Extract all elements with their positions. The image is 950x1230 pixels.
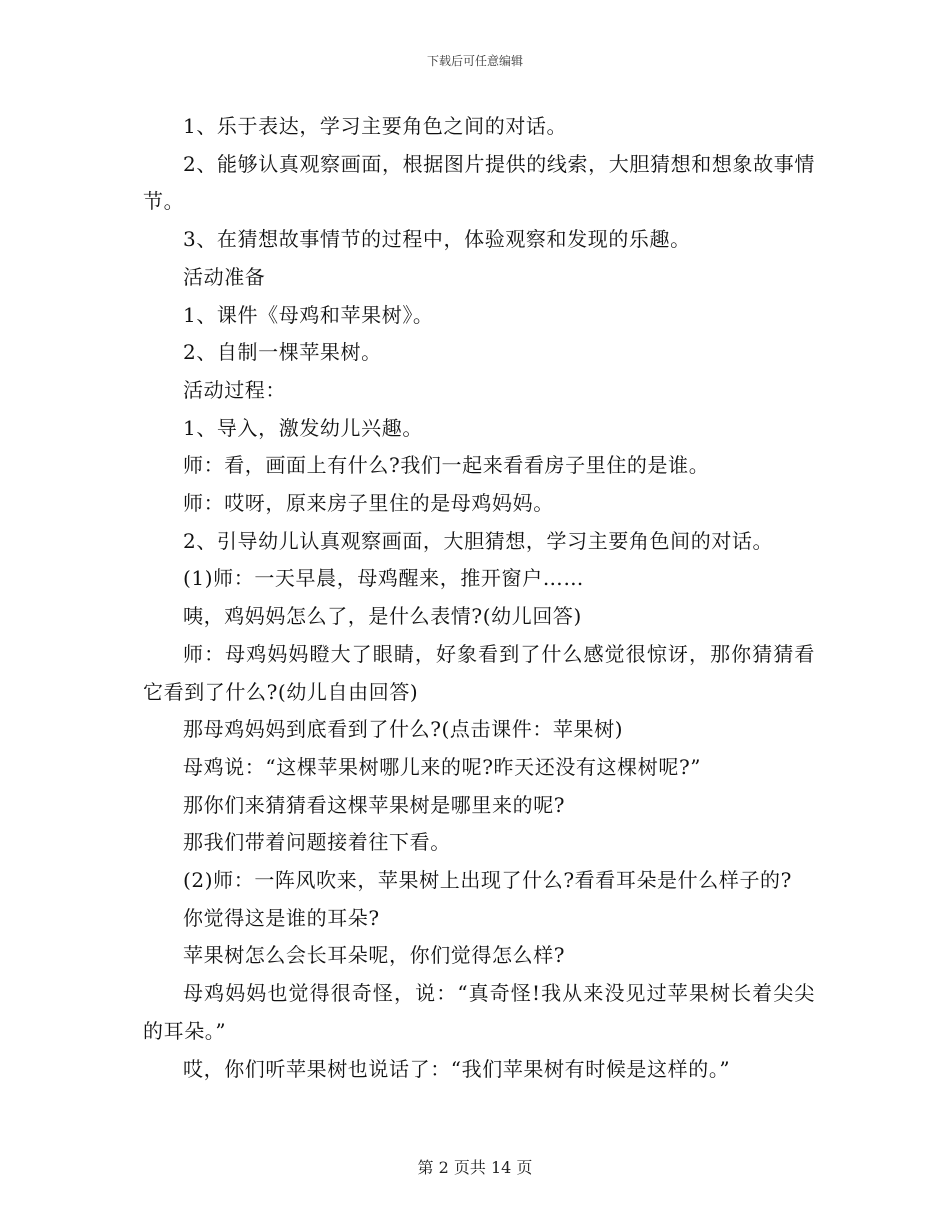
paragraph-dialogue: 哎，你们听苹果树也说话了：“我们苹果树有时候是这样的。” xyxy=(183,1056,731,1081)
paragraph-dialogue: 那母鸡妈妈到底看到了什么?(点击课件：苹果树) xyxy=(183,717,624,742)
page-footer: 第 2 页共 14 页 xyxy=(417,1158,533,1177)
document-body xyxy=(143,108,815,1088)
paragraph-dialogue: 那你们来猜猜看这棵苹果树是哪里来的呢? xyxy=(183,792,566,817)
paragraph-goal-2: 2、能够认真观察画面，根据图片提供的线索，大胆猜想和想象故事情节。 xyxy=(143,151,815,214)
section-heading-preparation: 活动准备 xyxy=(183,264,266,289)
paragraph-dialogue: 你觉得这是谁的耳朵? xyxy=(183,905,380,930)
paragraph-dialogue: (1)师：一天早晨，母鸡醒来，推开窗户…… xyxy=(183,566,584,591)
paragraph-dialogue: 母鸡说：“这棵苹果树哪儿来的呢?昨天还没有这棵树呢?” xyxy=(183,754,702,779)
paragraph-dialogue: 师：哎呀，原来房子里住的是母鸡妈妈。 xyxy=(183,491,554,516)
paragraph-step-1: 1、导入，激发幼儿兴趣。 xyxy=(183,415,423,440)
paragraph-dialogue: 那我们带着问题接着往下看。 xyxy=(183,830,451,855)
section-heading-process: 活动过程： xyxy=(183,377,286,402)
paragraph-goal-1: 1、乐于表达，学习主要角色之间的对话。 xyxy=(183,114,568,138)
page-header: 下载后可任意编辑 xyxy=(426,54,523,68)
paragraph-step-2: 2、引导幼儿认真观察画面，大胆猜想，学习主要角色间的对话。 xyxy=(183,528,774,553)
paragraph-dialogue: 师：看，画面上有什么?我们一起来看看房子里住的是谁。 xyxy=(183,453,710,478)
paragraph-goal-3: 3、在猜想故事情节的过程中，体验观察和发现的乐趣。 xyxy=(183,227,691,252)
paragraph-prep-1: 1、课件《母鸡和苹果树》。 xyxy=(183,302,434,327)
paragraph-dialogue: 苹果树怎么会长耳朵呢，你们觉得怎么样? xyxy=(183,943,566,968)
paragraph-prep-2: 2、自制一棵苹果树。 xyxy=(183,340,382,365)
paragraph-dialogue: 咦，鸡妈妈怎么了，是什么表情?(幼儿回答) xyxy=(183,604,582,629)
paragraph-dialogue: 母鸡妈妈也觉得很奇怪，说：“真奇怪!我从来没见过苹果树长着尖尖的耳朵。” xyxy=(143,981,815,1043)
paragraph-dialogue: 师：母鸡妈妈瞪大了眼睛，好象看到了什么感觉很惊讶，那你猜猜看它看到了什么?(幼儿自由回答) xyxy=(143,641,815,704)
paragraph-dialogue: (2)师：一阵风吹来，苹果树上出现了什么?看看耳朵是什么样子的? xyxy=(183,868,792,893)
